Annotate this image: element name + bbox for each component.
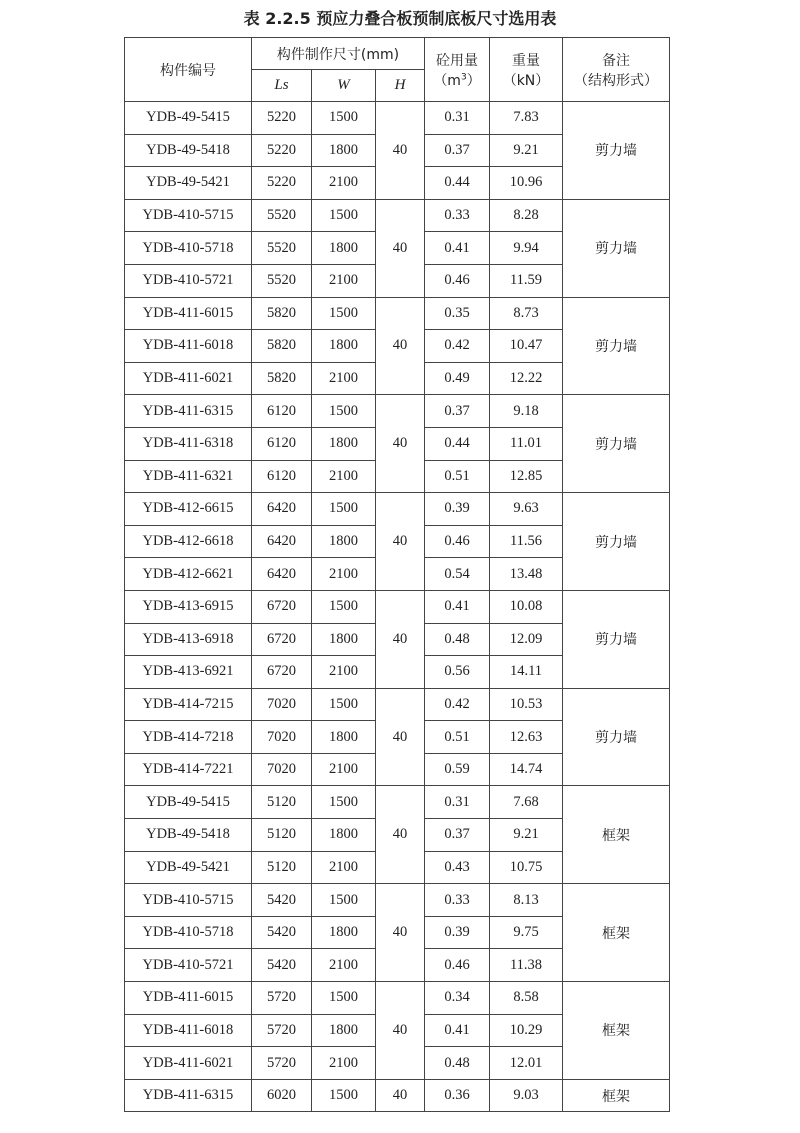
height-h-cell: 40 [376, 982, 425, 1080]
concrete-volume-cell: 0.44 [425, 167, 490, 200]
component-id-cell: YDB-414-7215 [125, 688, 252, 721]
width-w-cell: 1800 [312, 916, 376, 949]
height-h-cell: 40 [376, 786, 425, 884]
table-row [125, 395, 670, 428]
height-h-cell: 40 [376, 688, 425, 786]
weight-cell: 11.38 [490, 949, 563, 982]
length-ls-cell: 5720 [252, 982, 312, 1015]
width-w-cell: 1500 [312, 786, 376, 819]
component-id-cell: YDB-412-6621 [125, 558, 252, 591]
height-h-cell: 40 [376, 884, 425, 982]
width-w-cell: 1500 [312, 493, 376, 526]
weight-cell: 8.28 [490, 199, 563, 232]
weight-cell: 9.94 [490, 232, 563, 265]
weight-cell: 12.01 [490, 1047, 563, 1080]
header-note [563, 38, 670, 102]
component-id-cell: YDB-410-5718 [125, 232, 252, 265]
width-w-cell: 1500 [312, 199, 376, 232]
concrete-volume-cell: 0.42 [425, 688, 490, 721]
length-ls-cell: 5720 [252, 1047, 312, 1080]
height-h-cell: 40 [376, 297, 425, 395]
structure-type-cell: 剪力墙 [563, 199, 670, 297]
concrete-volume-cell: 0.46 [425, 949, 490, 982]
structure-type-cell: 剪力墙 [563, 590, 670, 688]
header-concrete-volume [425, 38, 490, 102]
weight-cell: 10.29 [490, 1014, 563, 1047]
weight-cell: 9.18 [490, 395, 563, 428]
length-ls-cell: 6420 [252, 558, 312, 591]
structure-type-cell: 框架 [563, 982, 670, 1080]
length-ls-cell: 5520 [252, 199, 312, 232]
header-concrete-unit: $(m^3)$ [433, 71, 481, 89]
length-ls-cell: 6120 [252, 460, 312, 493]
component-id-cell: YDB-49-5418 [125, 819, 252, 852]
concrete-volume-cell: 0.51 [425, 721, 490, 754]
width-w-cell: 1500 [312, 590, 376, 623]
weight-cell: 9.03 [490, 1079, 563, 1112]
component-id-cell: YDB-410-5715 [125, 884, 252, 917]
weight-cell: 12.63 [490, 721, 563, 754]
height-h-cell: 40 [376, 102, 425, 200]
concrete-volume-cell: 0.56 [425, 656, 490, 689]
table-row [125, 1079, 670, 1112]
structure-type-cell: 剪力墙 [563, 688, 670, 786]
component-id-cell: YDB-410-5715 [125, 199, 252, 232]
component-id-cell: YDB-49-5415 [125, 102, 252, 135]
weight-cell: 10.08 [490, 590, 563, 623]
length-ls-cell: 5820 [252, 362, 312, 395]
width-w-cell: 2100 [312, 851, 376, 884]
weight-cell: 11.56 [490, 525, 563, 558]
header-note-sub: （结构形式） [574, 72, 658, 89]
concrete-volume-cell: 0.39 [425, 493, 490, 526]
component-id-cell: YDB-413-6918 [125, 623, 252, 656]
table-body [125, 102, 670, 1112]
width-w-cell: 2100 [312, 362, 376, 395]
length-ls-cell: 7020 [252, 721, 312, 754]
length-ls-cell: 6020 [252, 1079, 312, 1112]
weight-cell: 9.75 [490, 916, 563, 949]
table-row [125, 102, 670, 135]
structure-type-cell: 框架 [563, 1079, 670, 1112]
header-component-id: 构件编号 [125, 38, 252, 102]
length-ls-cell: 5420 [252, 916, 312, 949]
width-w-cell: 1800 [312, 134, 376, 167]
concrete-volume-cell: 0.49 [425, 362, 490, 395]
weight-cell: 10.96 [490, 167, 563, 200]
component-id-cell: YDB-410-5718 [125, 916, 252, 949]
weight-cell: 8.73 [490, 297, 563, 330]
concrete-volume-cell: 0.59 [425, 753, 490, 786]
concrete-volume-cell: 0.51 [425, 460, 490, 493]
component-id-cell: YDB-411-6015 [125, 297, 252, 330]
concrete-volume-cell: 0.35 [425, 297, 490, 330]
concrete-volume-cell: 0.54 [425, 558, 490, 591]
header-weight-unit: （kN） [502, 72, 550, 89]
structure-type-cell: 框架 [563, 884, 670, 982]
length-ls-cell: 5120 [252, 851, 312, 884]
length-ls-cell: 6720 [252, 623, 312, 656]
length-ls-cell: 5220 [252, 134, 312, 167]
width-w-cell: 2100 [312, 264, 376, 297]
width-w-cell: 1500 [312, 884, 376, 917]
height-h-cell: 40 [376, 493, 425, 591]
width-w-cell: 1500 [312, 297, 376, 330]
component-id-cell: YDB-411-6021 [125, 362, 252, 395]
component-id-cell: YDB-49-5415 [125, 786, 252, 819]
concrete-volume-cell: 0.48 [425, 623, 490, 656]
header-w: W [312, 70, 376, 102]
weight-cell: 8.13 [490, 884, 563, 917]
table-title: 表 2.2.5 预应力叠合板预制底板尺寸选用表 [243, 9, 557, 28]
concrete-volume-cell: 0.37 [425, 134, 490, 167]
weight-cell: 14.74 [490, 753, 563, 786]
concrete-volume-cell: 0.48 [425, 1047, 490, 1080]
length-ls-cell: 5520 [252, 232, 312, 265]
length-ls-cell: 5120 [252, 786, 312, 819]
concrete-volume-cell: 0.36 [425, 1079, 490, 1112]
concrete-volume-cell: 0.42 [425, 330, 490, 363]
weight-cell: 7.83 [490, 102, 563, 135]
table-row [125, 884, 670, 917]
component-id-cell: YDB-411-6018 [125, 330, 252, 363]
weight-cell: 7.68 [490, 786, 563, 819]
concrete-volume-cell: 0.33 [425, 884, 490, 917]
height-h-cell: 40 [376, 395, 425, 493]
width-w-cell: 2100 [312, 753, 376, 786]
length-ls-cell: 5220 [252, 102, 312, 135]
spec-table [124, 37, 670, 1112]
width-w-cell: 1500 [312, 102, 376, 135]
table-row [125, 199, 670, 232]
weight-cell: 14.11 [490, 656, 563, 689]
weight-cell: 9.21 [490, 134, 563, 167]
component-id-cell: YDB-412-6618 [125, 525, 252, 558]
weight-cell: 9.63 [490, 493, 563, 526]
width-w-cell: 1800 [312, 721, 376, 754]
component-id-cell: YDB-411-6315 [125, 395, 252, 428]
structure-type-cell: 剪力墙 [563, 395, 670, 493]
width-w-cell: 1800 [312, 427, 376, 460]
length-ls-cell: 5220 [252, 167, 312, 200]
component-id-cell: YDB-413-6915 [125, 590, 252, 623]
concrete-volume-cell: 0.43 [425, 851, 490, 884]
length-ls-cell: 5720 [252, 1014, 312, 1047]
component-id-cell: YDB-410-5721 [125, 264, 252, 297]
weight-cell: 10.75 [490, 851, 563, 884]
length-ls-cell: 6420 [252, 525, 312, 558]
table-row [125, 493, 670, 526]
header-note-label: 备注 [602, 52, 630, 69]
component-id-cell: YDB-411-6018 [125, 1014, 252, 1047]
component-id-cell: YDB-414-7221 [125, 753, 252, 786]
width-w-cell: 1500 [312, 1079, 376, 1112]
length-ls-cell: 6120 [252, 395, 312, 428]
component-id-cell: YDB-49-5421 [125, 167, 252, 200]
weight-cell: 12.22 [490, 362, 563, 395]
width-w-cell: 2100 [312, 949, 376, 982]
width-w-cell: 1800 [312, 525, 376, 558]
concrete-volume-cell: 0.41 [425, 232, 490, 265]
length-ls-cell: 6120 [252, 427, 312, 460]
table-row [125, 297, 670, 330]
header-size-group: 构件制作尺寸(mm) [252, 38, 425, 70]
component-id-cell: YDB-49-5418 [125, 134, 252, 167]
weight-cell: 11.01 [490, 427, 563, 460]
length-ls-cell: 5420 [252, 949, 312, 982]
structure-type-cell: 剪力墙 [563, 493, 670, 591]
header-row-1 [125, 38, 670, 70]
table-row [125, 688, 670, 721]
width-w-cell: 1800 [312, 1014, 376, 1047]
length-ls-cell: 5820 [252, 297, 312, 330]
header-concrete-label: 砼用量 [436, 52, 478, 69]
concrete-volume-cell: 0.34 [425, 982, 490, 1015]
length-ls-cell: 5520 [252, 264, 312, 297]
table-row [125, 786, 670, 819]
table-row [125, 590, 670, 623]
width-w-cell: 2100 [312, 167, 376, 200]
component-id-cell: YDB-411-6021 [125, 1047, 252, 1080]
component-id-cell: YDB-410-5721 [125, 949, 252, 982]
weight-cell: 8.58 [490, 982, 563, 1015]
structure-type-cell: 剪力墙 [563, 102, 670, 200]
header-h: H [376, 70, 425, 102]
concrete-volume-cell: 0.46 [425, 264, 490, 297]
length-ls-cell: 6720 [252, 590, 312, 623]
width-w-cell: 1800 [312, 623, 376, 656]
concrete-volume-cell: 0.44 [425, 427, 490, 460]
component-id-cell: YDB-413-6921 [125, 656, 252, 689]
concrete-volume-cell: 0.41 [425, 1014, 490, 1047]
length-ls-cell: 5820 [252, 330, 312, 363]
width-w-cell: 1800 [312, 819, 376, 852]
concrete-volume-cell: 0.31 [425, 102, 490, 135]
concrete-volume-cell: 0.39 [425, 916, 490, 949]
weight-cell: 12.85 [490, 460, 563, 493]
weight-cell: 13.48 [490, 558, 563, 591]
header-ls: Ls [252, 70, 312, 102]
component-id-cell: YDB-414-7218 [125, 721, 252, 754]
structure-type-cell: 剪力墙 [563, 297, 670, 395]
weight-cell: 10.47 [490, 330, 563, 363]
concrete-volume-cell: 0.31 [425, 786, 490, 819]
width-w-cell: 1500 [312, 982, 376, 1015]
weight-cell: 9.21 [490, 819, 563, 852]
weight-cell: 11.59 [490, 264, 563, 297]
concrete-volume-cell: 0.46 [425, 525, 490, 558]
width-w-cell: 1500 [312, 688, 376, 721]
component-id-cell: YDB-411-6015 [125, 982, 252, 1015]
length-ls-cell: 6720 [252, 656, 312, 689]
width-w-cell: 2100 [312, 558, 376, 591]
component-id-cell: YDB-411-6321 [125, 460, 252, 493]
length-ls-cell: 5420 [252, 884, 312, 917]
width-w-cell: 2100 [312, 1047, 376, 1080]
length-ls-cell: 6420 [252, 493, 312, 526]
component-id-cell: YDB-411-6315 [125, 1079, 252, 1112]
weight-cell: 12.09 [490, 623, 563, 656]
length-ls-cell: 5120 [252, 819, 312, 852]
concrete-volume-cell: 0.41 [425, 590, 490, 623]
height-h-cell: 40 [376, 590, 425, 688]
width-w-cell: 1800 [312, 232, 376, 265]
concrete-volume-cell: 0.37 [425, 395, 490, 428]
width-w-cell: 2100 [312, 460, 376, 493]
component-id-cell: YDB-411-6318 [125, 427, 252, 460]
width-w-cell: 2100 [312, 656, 376, 689]
structure-type-cell: 框架 [563, 786, 670, 884]
concrete-volume-cell: 0.33 [425, 199, 490, 232]
table-row [125, 982, 670, 1015]
height-h-cell: 40 [376, 199, 425, 297]
component-id-cell: YDB-49-5421 [125, 851, 252, 884]
length-ls-cell: 7020 [252, 688, 312, 721]
weight-cell: 10.53 [490, 688, 563, 721]
header-weight-label: 重量 [512, 52, 540, 69]
component-id-cell: YDB-412-6615 [125, 493, 252, 526]
height-h-cell: 40 [376, 1079, 425, 1112]
concrete-volume-cell: 0.37 [425, 819, 490, 852]
header-weight [490, 38, 563, 102]
width-w-cell: 1800 [312, 330, 376, 363]
length-ls-cell: 7020 [252, 753, 312, 786]
width-w-cell: 1500 [312, 395, 376, 428]
